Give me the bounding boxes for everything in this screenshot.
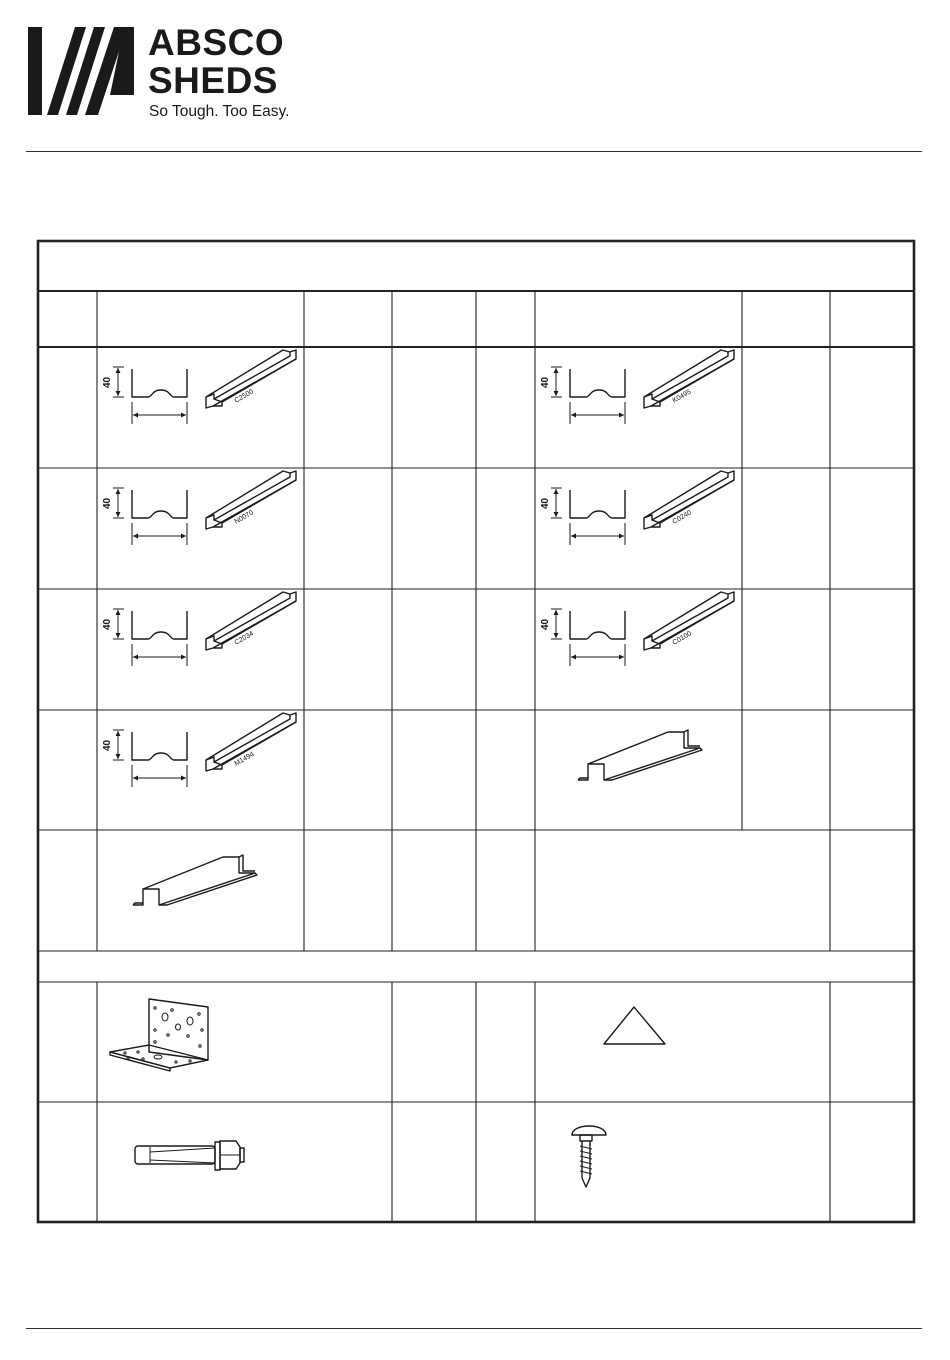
dimension-label: 40 [540,376,551,388]
dimension-label: 40 [540,618,551,630]
channel-part-n0070 [102,471,296,545]
angle-bracket [110,999,208,1071]
brand-name-line2: SHEDS [148,60,278,101]
part-code: C0100 [671,630,693,647]
part-code: N0070 [233,509,255,526]
part-code: C0240 [671,509,693,526]
tek-screw [572,1126,606,1187]
channel-part-c0240 [540,471,734,545]
dimension-label: 40 [540,497,551,509]
part-code: K0495 [671,388,693,405]
brand-tagline: So Tough. Too Easy. [149,103,290,120]
channel-part-c0100 [540,592,734,666]
table-column-lines [97,291,830,1222]
dimension-label: 40 [102,376,113,388]
channel-part-k0495 [540,350,734,424]
part-code: C2500 [233,388,255,405]
part-code: C2034 [233,630,255,647]
channel-part-c2500 [102,350,296,424]
triangle-symbol [604,1007,665,1044]
top-hat-section [578,730,702,780]
brand-name-line1: ABSCO [148,25,285,63]
dimension-label: 40 [102,497,113,509]
channel-part-c2034 [102,592,296,666]
part-code: M1494 [233,750,256,768]
top-hat-section [133,855,257,905]
dimension-label: 40 [102,739,113,751]
anchor-bolt [135,1141,244,1170]
channel-part-m1494 [102,713,296,787]
dimension-label: 40 [102,618,113,630]
